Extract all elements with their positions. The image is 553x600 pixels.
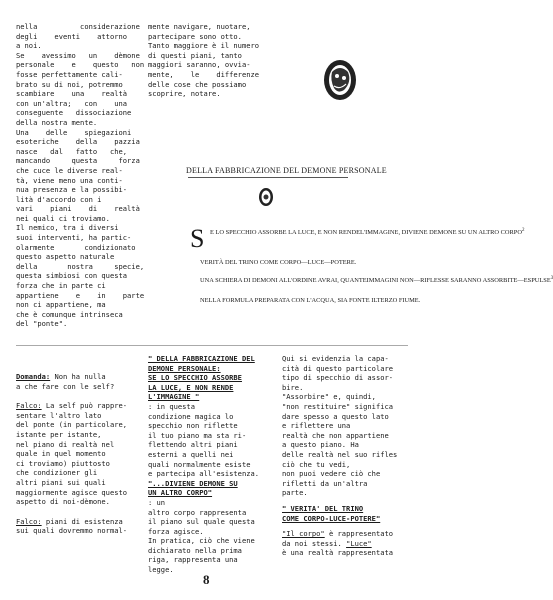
text-line: sui quali dovremmo normal- [16,526,128,536]
text-line: questa simbiosi con questa [16,271,128,281]
text-line: "non restituire" significa [282,401,394,411]
text-line: olarmente condizionato [16,242,136,252]
column-left-bottom [16,372,140,536]
text-line: specchio non riflette [148,421,238,431]
text-line: riga, rappresenta una [148,555,238,565]
text-line: Se avessimo un dèmone [16,50,140,60]
seal-emblem-top [320,58,360,102]
text-line: L'IMMAGINE, DIVIENE DEMONE SU UN ALTRO CORPO$^2$ [360,228,525,237]
term-label: "Luce" [346,538,372,548]
text-line: il piano sul quale questa [148,517,255,527]
text-line: delle cose che possiamo [148,79,247,89]
text-line: flettendo altri piani [148,440,238,450]
text-line: sentare l'altro lato [16,410,102,420]
text-line: rifletti da un'altra [282,478,368,488]
section-heading: SE LO SPECCHIO ASSORBE [148,373,242,383]
text-line: La self può rappre- [41,401,128,411]
text-line: a questo piano. Ha [282,440,359,450]
text-line: ciò che tu vedi, [282,459,351,469]
text-line: nasce dal fatto che, [16,146,128,156]
text-line: : un [148,497,166,507]
text-line: di questi piani, tanto [148,50,242,60]
text-line: In pratica, ciò che viene [148,536,255,546]
text-line: maggiori saranno, ovvia- [148,60,251,70]
text-line: della nostra mente. [16,117,98,127]
box-line4 [200,296,420,307]
speaker-label: Domanda: [16,372,51,381]
text-line: Una delle spiegazioni [16,127,132,137]
section-heading: COME CORPO-LUCE-POTERE" [282,513,381,523]
labeled-line [16,517,140,527]
drop-cap: S [190,224,205,253]
spacer [16,507,140,517]
text-line: tipo di specchio di assor- [282,373,394,383]
box-line3 [200,274,553,287]
text-line: cità di questo particolare [282,363,394,373]
text-line: esoteriche della pazzia [16,137,140,147]
text-line: parte. [282,488,308,498]
section-heading: L'IMMAGINE " [148,392,200,402]
text-line: nei quali ci troviamo. [16,213,110,223]
text-line: fosse perfettamente cali- [16,69,123,79]
text-line: esterni a quelli nei [148,449,234,459]
text-line: TERZO FIUME. [376,297,421,304]
text-line: non ci appartiene, ma [16,300,106,310]
section-heading: UN ALTRO CORPO" [148,488,213,498]
text-line: quale in quel momento [16,449,106,459]
text-line: nella considerazione [16,22,140,31]
speaker-label: Falco: [16,401,42,411]
text-line: a noi. [16,41,42,51]
text-line: aspetto di noi-dèmone. [16,497,110,507]
section-heading: LA LUCE, E NON RENDE [148,382,234,392]
text-line: che è comunque intrinseca [16,309,123,319]
text-line: dichiarato nella prima [148,545,242,555]
text-line: della nostra specie, [16,261,145,271]
labeled-line [282,529,410,539]
box-line2: VERITÀ DEL TRINO COME CORPO—LUCE—POTERE. [200,259,357,266]
text-line: e riflettere una [282,421,351,431]
text-line: forza agisce. [148,526,204,536]
text-line: Non ha nulla [50,372,106,381]
text-line: E LO SPECCHIO ASSORBE LA LUCE, E NON RENDE [210,229,361,237]
speaker-label: Falco: [16,516,42,526]
text-line: piani di esistenza [41,516,123,526]
text-line: maggiormente agisce questo [16,487,128,497]
seal-emblem-small [258,187,274,207]
text-line: questo aspetto naturale [16,252,115,262]
text-line: del "ponte". [16,319,68,329]
text-line: appartiene e in parte [16,290,145,300]
section-heading: "...DIVIENE DEMONE SU [148,478,238,488]
text-line: del ponte (in particolare, [16,420,128,430]
text-line: vari piani di realtà [16,204,140,214]
page-number: 8 [203,572,210,587]
text-line: condizione magica lo [148,411,234,421]
footnote-marker: 3 [550,276,553,281]
text-line: realtà che non appartiene [282,430,389,440]
text-line: legge. [148,565,174,575]
text-line: forza che in parte ci [16,281,106,291]
text-line: scoprire, notare. [148,89,221,99]
labeled-line [16,401,140,411]
text-line: e partecipa all'esistenza. [148,469,260,479]
section-heading: " DELLA FABBRICAZIONE DEL [148,354,255,363]
section-heading: " VERITA' DEL TRINO [282,503,364,513]
text-line: ci troviamo) piuttosto [16,458,110,468]
text-line: UNA SCHIERA DI DEMONI ALL'ORDINE AVRAI, QUANTE [200,277,367,285]
box-lead [210,226,524,239]
text-line: nua presenza e la possibi- [16,185,128,195]
text-line: brato su di noi, potremmo [16,79,123,89]
text-line: bire. [282,382,304,392]
text-line: mente navigare, nuotare, [148,22,251,31]
section-heading: DEMONE PERSONALE: [148,363,221,373]
column-middle-bottom [148,354,274,575]
text-line: da noi stessi. [282,538,347,548]
text-line: delle realtà nel suo rifles [282,449,398,459]
text-line: "Assorbire" e, quindi, [282,392,376,402]
text-line: quali normalmente esiste [148,459,251,469]
text-line: Il nemico, tra i diversi [16,223,119,233]
column-right-bottom [282,354,410,558]
labeled-line [282,539,410,549]
text-line: mancando questa forza [16,156,140,166]
text-line: dare spesso a questo lato [282,411,389,421]
text-line: che condizioner gli [16,468,98,478]
spacer [16,391,140,401]
term-label: "Il corpo" [282,529,325,539]
text-line: a che fare con le self? [16,381,115,391]
text-line: degli eventi attorno [16,31,128,41]
text-line: il tuo piano ma sta ri- [148,430,247,440]
text-line: non puoi vedere ciò che [282,469,381,479]
text-line: NELLA FORMULA PREPARATA CON L'ACQUA, SIA FONTE IL [200,297,377,304]
text-line: nel piano di realtà nel [16,439,115,449]
text-line: mente, le differenze [148,69,260,79]
text-line: tà, viene meno una conti- [16,175,123,185]
column-left-top [16,22,145,329]
text-line: conseguente dissociazione [16,108,132,118]
labeled-line [16,372,140,382]
text-line: personale e questo non [16,60,145,70]
text-line: altri piani sui quali [16,477,106,487]
text-line: IMMAGINI NON—RIFLESSE SARANNO ASSORBITE—ESPULSE$^3$ [366,276,553,285]
text-line: lità d'accordo con i [16,194,102,204]
text-line: con un'altra; con una [16,98,128,108]
column-middle-top [148,22,272,99]
footnote-marker: 2 [521,228,525,233]
text-line: : in questa [148,401,195,411]
text-line: altro corpo rappresenta [148,507,247,517]
text-line: che cuce le diverse real- [16,165,123,175]
text-line: partecipare sono otto. [148,31,242,41]
box-title: DELLA FABBRICAZIONE DEL DEMONE PERSONALE [186,166,387,175]
text-line: è una realtà rappresentata [282,548,394,558]
text-line: è rappresentato [324,529,394,539]
text-line: Qui si evidenzia la capa- [282,354,389,363]
text-line: istante per istante, [16,429,102,439]
text-line: suoi interventi, ha partic- [16,233,132,243]
text-line: Tanto maggiore è il numero [148,41,260,51]
section-divider [16,345,408,346]
text-line: scambiare una realtà [16,89,128,99]
box-divider [188,177,348,178]
